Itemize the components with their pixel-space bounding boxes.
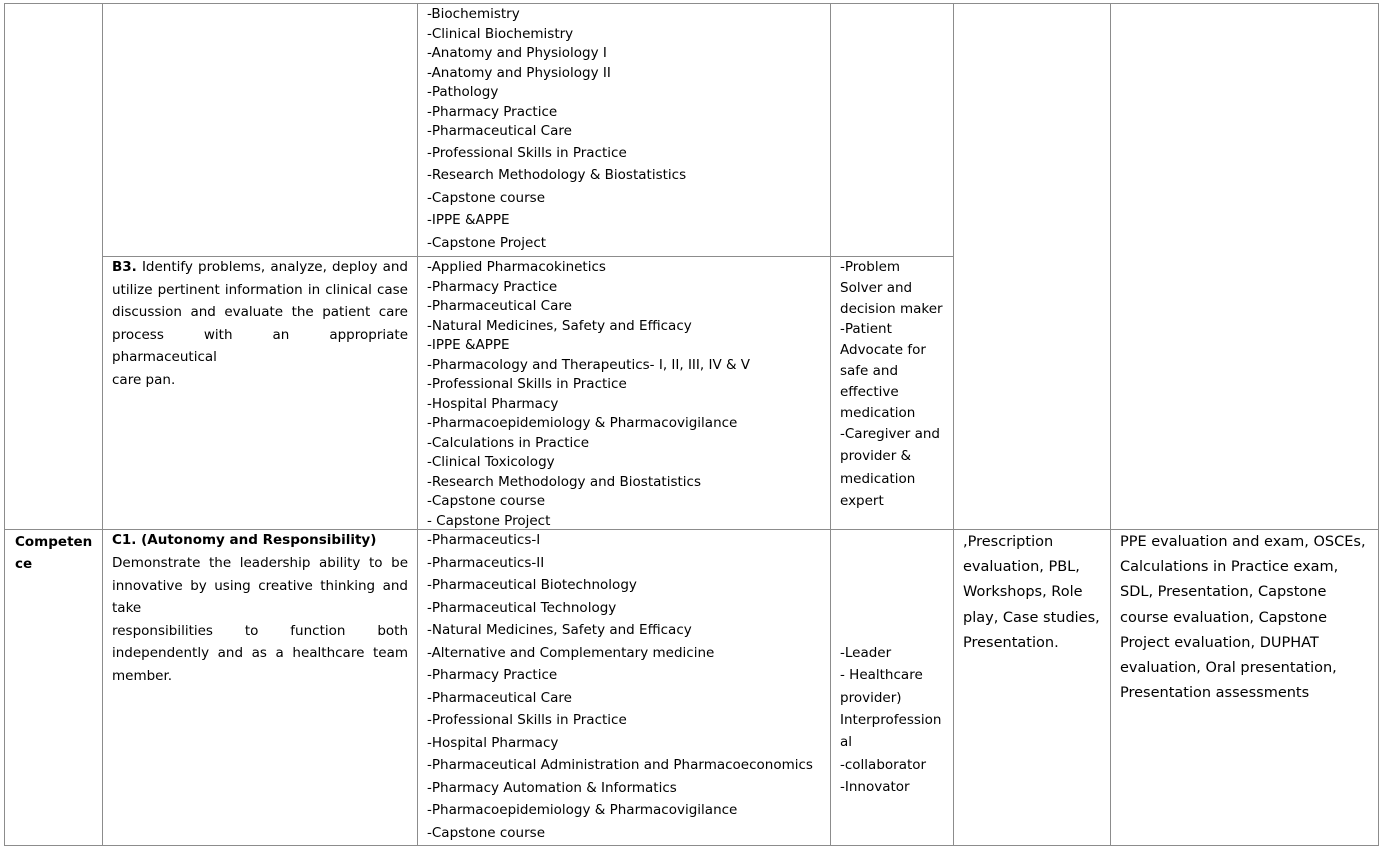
list-item: provider & [840,448,912,464]
grid-line [953,3,954,846]
list-item: -Capstone course [427,190,546,206]
list-item: Workshops, Role [963,584,1083,601]
list-item: -Pharmacology and Therapeutics- I, II, III, IV & V [427,356,751,373]
grid-line [830,3,831,846]
list-item: Advocate for [840,342,926,359]
list-item: -Problem [840,259,901,275]
list-item: -Natural Medicines, Safety and Efficacy [427,622,692,638]
list-item: PPE evaluation and exam, OSCEs, [1120,534,1366,550]
list-item: -Pharmacy Practice [427,103,558,120]
list-item: -Pharmacy Practice [427,667,558,683]
outcome-line: process with an appropriate pharmaceutical [112,326,408,365]
list-item: Presentation. [963,634,1059,651]
list-item: -Leader [840,645,892,661]
outcome-line: responsibilities to function both [112,622,408,639]
grid-line [417,3,418,846]
outcome-line: utilize pertinent information in clinical case [112,281,408,298]
list-item: -Research Methodology & Biostatistics [427,167,687,183]
list-item: -Research Methodology and Biostatistics [427,473,701,490]
outcome-line: B3. Identify problems, analyze, deploy and [112,259,408,275]
list-item: al [840,734,853,751]
list-item: provider) [840,689,902,706]
list-item: ,Prescription [963,534,1054,550]
list-item: -Pharmaceutical Care [427,123,572,139]
list-item: -Pharmaceutics-II [427,554,545,571]
list-item: -Alternative and Complementary medicine [427,644,715,661]
list-item: evaluation, Oral presentation, [1120,660,1337,677]
list-item: Solver and [840,279,913,296]
outcome-line: member. [112,667,173,684]
list-item: -Pharmaceutical Administration and Pharmacoeconomics [427,757,813,773]
grid-line [1110,3,1111,846]
list-item: - Capstone Project [427,512,551,529]
assessment-methods [1120,530,1366,706]
list-item: -Pharmaceutical Care [427,689,572,706]
list-item: Project evaluation, DUPHAT [1120,634,1319,651]
b3-outcome [112,256,408,391]
grid-line [102,3,103,846]
outcome-line: discussion and evaluate the patient care [112,304,408,320]
outcome-code: B3. [112,259,137,275]
domain-label: Competen ce [15,534,93,572]
list-item: -Pharmacy Practice [427,278,558,295]
list-item: -Applied Pharmacokinetics [427,259,606,275]
list-item: -Capstone Project [427,235,547,251]
list-item: -Pharmaceutical Technology [427,599,617,616]
list-item: -Clinical Toxicology [427,454,555,470]
list-item: -Professional Skills in Practice [427,376,627,392]
list-item: -IPPE &APPE [427,337,510,353]
list-item: -Capstone course [427,493,546,509]
grid-line [4,845,1379,846]
list-item: -Pharmaceutics-I [427,532,541,548]
list-item: medication [840,470,916,487]
list-item: Interprofession [840,711,942,728]
list-item: -Professional Skills in Practice [427,145,627,161]
outcome-line: independently and as a healthcare team [112,645,408,661]
list-item: -Patient [840,321,892,338]
list-item: evaluation, PBL, [963,559,1080,576]
grid-line [4,3,1379,4]
list-item: -Anatomy and Physiology II [427,64,611,81]
list-item: -Clinical Biochemistry [427,25,574,42]
grid-line [1378,3,1379,846]
list-item: -Pharmacoepidemiology & Pharmacovigilance [427,415,738,431]
list-item: -IPPE &APPE [427,212,510,228]
list-item: -Calculations in Practice [427,434,590,451]
list-item: -Natural Medicines, Safety and Efficacy [427,317,692,334]
list-item: -Capstone course [427,824,546,841]
list-item: -collaborator [840,756,927,773]
list-item: -Pharmacoepidemiology & Pharmacovigilance [427,802,738,818]
list-item: -Pharmaceutical Biotechnology [427,577,637,593]
list-item: -Pharmacy Automation & Informatics [427,779,677,796]
list-item: effective [840,383,899,400]
grid-line [4,3,5,846]
list-item: play, Case studies, [963,609,1100,626]
outcome-line: care pan. [112,371,176,388]
list-item: -Professional Skills in Practice [427,712,627,728]
list-item: - Healthcare [840,667,923,684]
list-item: -Hospital Pharmacy [427,395,559,412]
list-item: -Caregiver and [840,426,940,442]
list-item: SDL, Presentation, Capstone [1120,584,1327,601]
list-item: -Anatomy and Physiology I [427,45,607,61]
list-item: course evaluation, Capstone [1120,609,1328,626]
c1-outcome [112,552,408,687]
list-item: -Hospital Pharmacy [427,734,559,751]
list-item: -Biochemistry [427,6,520,22]
list-item: safe and [840,363,899,379]
list-item: -Pathology [427,84,499,100]
list-item: expert [840,492,884,509]
list-item: -Pharmaceutical Care [427,298,572,314]
outcome-line: Demonstrate the leadership ability to be [112,555,408,571]
list-item: Calculations in Practice exam, [1120,559,1339,576]
teaching-methods [963,530,1100,656]
list-item: -Innovator [840,778,910,795]
list-item: medication [840,404,916,421]
list-item: decision maker [840,300,943,317]
c1-heading: C1. (Autonomy and Responsibility) [112,532,377,548]
list-item: Presentation assessments [1120,685,1310,702]
outcome-line: innovative by using creative thinking and take [112,577,408,616]
